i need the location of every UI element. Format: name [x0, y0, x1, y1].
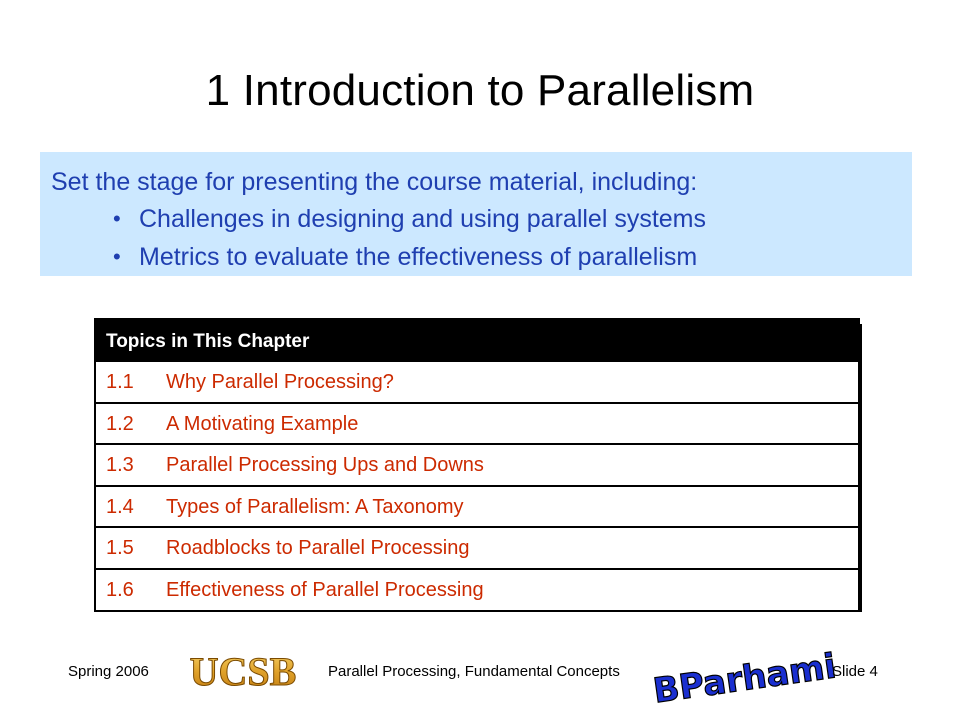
topics-table [94, 318, 860, 612]
topic-label: Roadblocks to Parallel Processing [166, 537, 470, 560]
parhami-logo [650, 644, 839, 712]
parhami-logo-text: BParhami [650, 646, 839, 712]
intro-lead: Set the stage for presenting the course material, including: [51, 168, 698, 196]
ucsb-logo [184, 646, 302, 692]
topic-label: Why Parallel Processing? [166, 371, 394, 393]
topic-row [96, 443, 858, 485]
intro-bullet-item [113, 238, 912, 276]
topic-label: A Motivating Example [166, 412, 359, 435]
ucsb-logo-text: UCSB [189, 649, 297, 694]
intro-bullet-item [113, 200, 912, 238]
topic-row [96, 485, 858, 527]
topic-number: 1.4 [106, 495, 134, 518]
footer-slide-number: Slide 4 [832, 663, 878, 680]
topic-row [96, 360, 858, 402]
topic-number: 1.6 [106, 578, 134, 601]
topic-number: 1.1 [106, 371, 134, 393]
intro-bullet-text: Metrics to evaluate the effectiveness of parallelism [139, 243, 698, 271]
bullet-icon: • [113, 244, 121, 269]
slide-title: 1 Introduction to Parallelism [205, 66, 755, 115]
footer-date: Spring 2006 [68, 663, 149, 680]
topic-number: 1.5 [106, 537, 134, 560]
topic-label: Parallel Processing Ups and Downs [166, 454, 484, 477]
intro-box [40, 152, 912, 276]
topic-label: Effectiveness of Parallel Processing [166, 578, 484, 601]
intro-bullet-text: Challenges in designing and using parallel systems [139, 205, 707, 233]
topic-row [96, 402, 858, 444]
topic-label: Types of Parallelism: A Taxonomy [166, 495, 464, 518]
footer-course: Parallel Processing, Fundamental Concepts [328, 663, 620, 680]
bullet-icon: • [113, 206, 121, 231]
topic-row [96, 568, 858, 610]
topic-number: 1.3 [106, 454, 134, 477]
topics-table-header: Topics in This Chapter [96, 320, 858, 360]
topic-number: 1.2 [106, 412, 134, 435]
topic-row [96, 526, 858, 568]
intro-bullet-list [51, 200, 912, 276]
